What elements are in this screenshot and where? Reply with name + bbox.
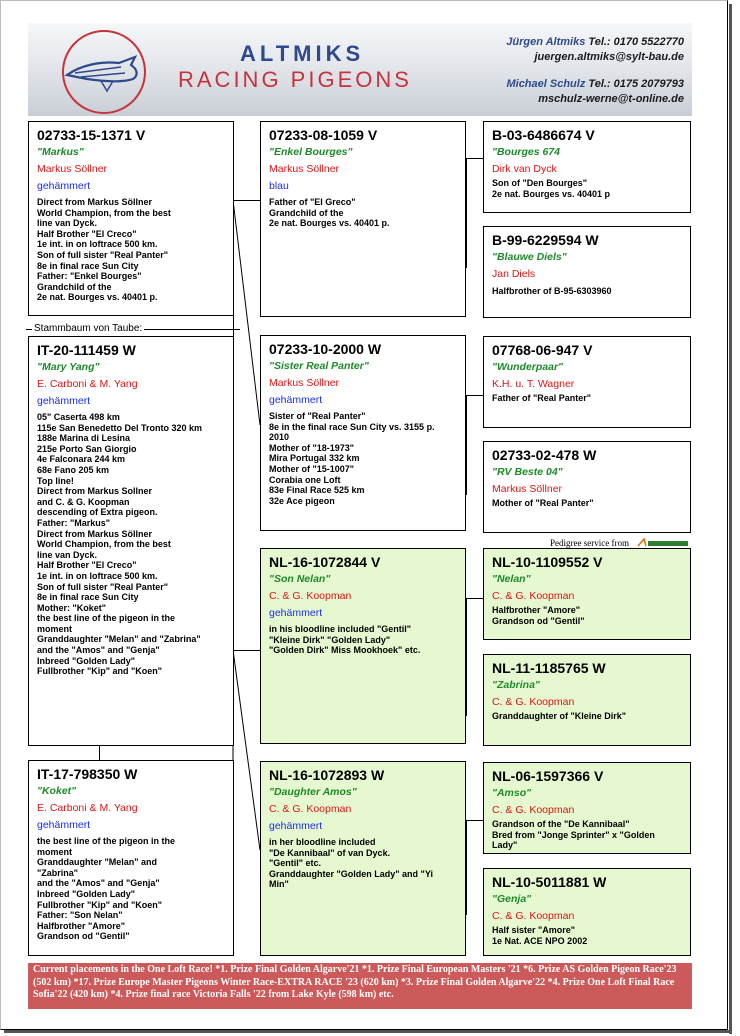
pigeon-name: "Genja" [492,893,532,905]
pigeon-box-g1[interactable] [483,121,691,213]
ring-number: B-99-6229594 W [492,232,599,248]
pigeon-box-g6[interactable] [483,654,691,746]
contact1-name: Jürgen Altmiks [506,36,586,48]
pigeon-name: "Sister Real Panter" [269,360,369,372]
connector [466,395,467,495]
ring-number: NL-11-1185765 W [492,660,606,676]
pigeon-name: "Enkel Bourges" [269,146,353,158]
contact2-email[interactable]: mschulz-werne@t-online.de [538,93,684,105]
pigeon-box-g4[interactable] [483,441,691,533]
brand-title: ALTMIKS [240,41,365,66]
pigeon-box-g2[interactable] [483,226,691,318]
ring-number: NL-16-1072893 W [269,767,385,783]
connector [466,820,483,821]
pigeon-color: gehämmert [37,395,91,407]
contact1-line [506,36,684,48]
breeder: E. Carboni & M. Yang [37,378,138,390]
description: the best line of the pigeon in the moment Granddaughter "Melan" and "Zabrina" and the "Amos" and "Genja" Inbreed "Golden Lady" Fullbrother "Kip" and "Koen" Father: "Son Nelan" Halfbrother "Amore" Grandson od "Gentil" [37,836,176,942]
contact2-tel: Tel.: 0175 2079793 [585,78,684,90]
pigeon-name: "Markus" [37,146,84,158]
description: Direct from Markus Söllner World Champion, from the best line van Dyck. Half Brother "El Creco" 1e int. in on loftrace 500 km. Son of full sister "Real Panter" 8e in final race Sun City Father: "Enkel Bourges" Grandchild of the 2e nat. Bourges vs. 40401 p. [37,197,171,303]
description: 05" Caserta 498 km 115e San Benedetto Del Tronto 320 km 188e Marina di Lesina 215e Porto San Giorgio 4e Falconara 244 km 68e Fano 205 km Top line! Direct from Markus Sollner and C. & G. Koopman descending of Extra pigeon. Father: "Markus" Direct from Markus Söllner World Champion, from the best line van Dyck. Half Brother "El Creco" 1e int. in on loftrace 500 km. Son of full sister "Real Panter" 8e in final race Sun City Mother: "Koket" the best line of the pigeon in the moment Granddaughter "Melan" and "Zabrina" and the "Amos" and "Genja" Inbreed "Golden Lady" Fullbrother "Kip" and "Koen" [37,412,203,677]
page-shadow-right [729,4,732,1034]
pigeon-color: blau [269,180,289,192]
pedigree-service-logo-icon [636,538,690,548]
connector [466,158,483,159]
pigeon-box-g3[interactable] [483,336,691,428]
ring-number: IT-20-111459 W [37,342,136,358]
connector [466,820,467,915]
ring-number: 02733-02-478 W [492,447,597,463]
ring-number: B-03-6486674 V [492,127,595,143]
connector [233,650,260,651]
contact2-name: Michael Schulz [506,78,586,90]
pigeon-box-g5[interactable] [483,548,691,640]
description: in her bloodline included "De Kannibaal" of van Dyck. "Gentil" etc. Granddaughter "Golden Lady" and "Yi Min" [269,837,433,890]
pigeon-name: "Daughter Amos" [269,786,357,798]
header-banner [28,23,692,116]
brand-subtitle: RACING PIGEONS [178,67,412,92]
pigeon-color: gehämmert [269,607,323,619]
pigeon-name: "Blauwe Diels" [492,251,567,263]
pigeon-box-dam[interactable] [28,336,234,746]
ring-number: NL-16-1072844 V [269,554,381,570]
breeder: C. & G. Koopman [492,590,575,602]
pigeon-logo-icon [61,29,147,115]
pigeon-name: "RV Beste 04" [492,466,563,478]
description: Granddaughter of "Kleine Dirk" [492,711,627,721]
description: Halfbrother of B-95-6303960 [492,286,612,296]
pedigree-service-label: Pedigree service from [550,538,629,548]
breeder: Markus Söllner [37,163,108,175]
description: Father of "El Greco" Grandchild of the 2e nat. Bourges vs. 40401 p. [269,197,390,229]
description: in his bloodline included "Gentil" "Kleine Dirk" "Golden Lady" "Golden Dirk" Miss Mookhoek" etc. [269,624,421,656]
description: Halfbrother "Amore" Grandson od "Gentil" [492,605,585,626]
placements-footer: Current placements in the One Loft Race! *1. Prize Final Golden Algarve'21 *1. Prize Final European Masters '21 *6. Prize AS Golden Pigeon Race'23 (502 km) *17. Prize Europe Master Pigeons Winter Race-EXTRA RACE '23 (620 km) *3. Prize Final Golden Algarve'22 *4. Prize One Loft Final Race Sofia'22 (420 km) *4. Prize final race Victoria Falls '22 from Lake Kyle (598 km) etc. [28,963,692,1009]
contact1-tel: Tel.: 0170 5522770 [585,36,684,48]
ring-number: NL-06-1597366 V [492,768,604,784]
pigeon-box-g8[interactable] [483,868,691,956]
page-shadow-bottom [4,1030,732,1033]
breeder: Dirk van Dyck [492,163,557,175]
ring-number: 07233-10-2000 W [269,341,382,357]
description: Mother of "Real Panter" [492,498,594,508]
ring-number: NL-10-1109552 V [492,554,603,570]
pigeon-name: "Amso" [492,787,532,799]
breeder: C. & G. Koopman [269,803,352,815]
breeder: E. Carboni & M. Yang [37,802,138,814]
pigeon-name: "Nelan" [492,573,531,585]
stammbaum-label: Stammbaum von Taube: [34,323,143,334]
breeder: C. & G. Koopman [269,590,352,602]
connector [466,395,483,396]
connector [466,598,467,716]
connector [99,746,100,760]
pigeon-box-koket[interactable] [28,760,234,956]
connector [466,598,483,599]
ring-number: 02733-15-1371 V [37,127,146,143]
pigeon-color: gehämmert [269,820,323,832]
pigeon-name: "Wunderpaar" [492,361,564,373]
pigeon-name: "Zabrina" [492,679,540,691]
pigeon-box-daughter-amos[interactable] [260,761,466,956]
description: Grandson of the "De Kannibaal" Bred from "Jonge Sprinter" x "Golden Lady" [492,819,655,851]
ring-number: IT-17-798350 W [37,766,138,782]
breeder: Markus Söllner [269,377,340,389]
pigeon-color: gehämmert [37,819,91,831]
ring-number: 07768-06-947 V [492,342,593,358]
pigeon-name: "Koket" [37,785,77,797]
breeder: C. & G. Koopman [492,910,575,922]
ring-number: NL-10-5011881 W [492,874,607,890]
connector [233,200,260,201]
connector [466,158,467,268]
pigeon-name: "Mary Yang" [37,361,100,373]
pigeon-box-son-nelan[interactable] [260,548,466,744]
breeder: Markus Söllner [492,483,563,495]
pigeon-color: gehämmert [269,394,323,406]
ring-number: 07233-08-1059 V [269,127,378,143]
contact1-email[interactable]: juergen.altmiks@sylt-bau.de [534,51,684,63]
pigeon-name: "Bourges 674 [492,146,561,158]
breeder: K.H. u. T. Wagner [492,378,575,390]
description: Sister of "Real Panter" 8e in the final race Sun City vs. 3155 p. 2010 Mother of "18-1973" Mira Portugal 332 km Mother of "15-1007" Corabia one Loft 83e Final Race 525 km 32e Ace pigeon [269,411,435,506]
description: Father of "Real Panter" [492,393,592,403]
breeder: Jan Diels [492,268,536,280]
pigeon-color: gehämmert [37,180,91,192]
pigeon-name: "Son Nelan" [269,573,331,585]
pigeon-box-sire-sire[interactable] [260,121,466,317]
pigeon-box-sire-dam[interactable] [260,335,466,531]
contact2-line [506,78,684,90]
pigeon-box-g7[interactable] [483,762,691,854]
description: Half sister "Amore" 1e Nat. ACE NPO 2002 [492,925,588,946]
description: Son of "Den Bourges" 2e nat. Bourges vs. 40401 p [492,178,611,199]
breeder: C. & G. Koopman [492,804,575,816]
breeder: Markus Söllner [269,163,340,175]
pigeon-box-subject[interactable] [28,121,234,316]
breeder: C. & G. Koopman [492,696,575,708]
